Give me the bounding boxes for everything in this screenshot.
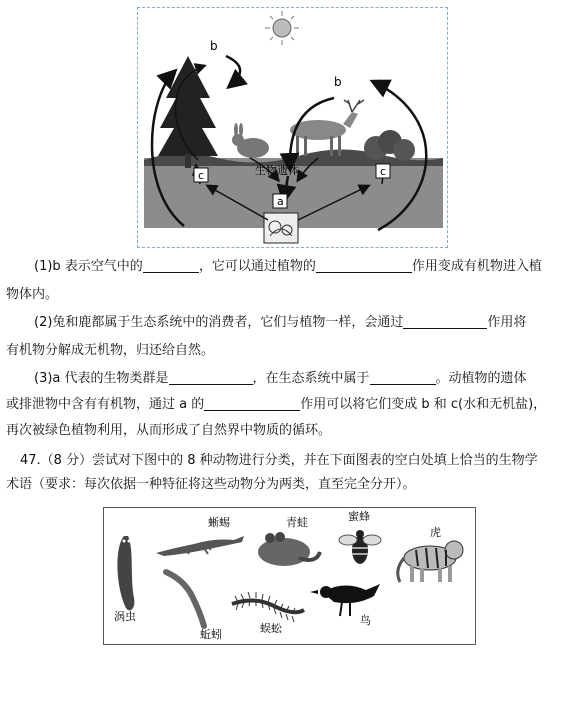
label-b-right: b xyxy=(334,75,342,89)
animals-figure xyxy=(103,507,476,645)
sun-icon xyxy=(265,11,299,45)
question-47-line-1: 47.（8 分）尝试对下图中的 8 种动物进行分类，并在下面图表的空白处填上恰当的生物学 xyxy=(20,453,538,468)
label-centipede: 蜈蚣 xyxy=(260,622,282,635)
bush-icon xyxy=(364,130,415,161)
question-47-line-2: 术语（要求：每次依据一种特征将这些动物分为两类，直至完全分开）。 xyxy=(6,477,416,492)
ecosystem-cycle-figure xyxy=(137,7,448,248)
label-c-left: c xyxy=(198,169,205,182)
question-3-line-1: (3)a 代表的生物类群是 ，在生态系统中属于 。动植物的遗体 xyxy=(34,371,527,386)
label-bird: 鸟 xyxy=(360,614,371,627)
blank-a-action[interactable] xyxy=(204,396,300,411)
label-a: a xyxy=(277,195,284,208)
label-frog: 青蛙 xyxy=(286,516,308,529)
blank-b[interactable] xyxy=(143,258,199,273)
bird-icon xyxy=(310,584,380,616)
label-c-right: c xyxy=(380,165,387,178)
tree-icon xyxy=(158,56,218,168)
question-1-line-2: 物体内。 xyxy=(6,287,59,302)
blank-plant-action[interactable] xyxy=(316,258,412,273)
label-bee: 蜜蜂 xyxy=(348,510,370,523)
decomposer-icon xyxy=(264,213,298,243)
label-b-left: b xyxy=(210,39,218,53)
label-earthworm: 蚯蚓 xyxy=(200,628,222,641)
blank-consumer-action[interactable] xyxy=(403,314,487,329)
frog-icon xyxy=(258,532,320,566)
question-3-line-2: 或排泄物中含有有机物，通过 a 的 作用可以将它们变成 b 和 c(水和无机盐)， xyxy=(6,397,547,412)
label-flatworm: 涡虫 xyxy=(114,610,136,623)
ecosystem-cycle-drawing xyxy=(138,8,448,248)
animals-drawing xyxy=(104,508,476,645)
blank-a-role[interactable] xyxy=(370,370,436,385)
lizard-icon xyxy=(156,536,244,556)
flatworm-icon xyxy=(117,536,134,610)
question-2-line-1: (2)兔和鹿都属于生态系统中的消费者，它们与植物一样，会通过 作用将 xyxy=(34,315,527,330)
label-tiger: 虎 xyxy=(430,526,441,539)
question-3-line-3: 再次被绿色植物利用，从而形成了自然界中物质的循环。 xyxy=(6,423,332,438)
rabbit-icon xyxy=(232,123,269,158)
label-lizard: 蜥蜴 xyxy=(208,516,230,529)
tiger-icon xyxy=(398,541,463,582)
earthworm-icon xyxy=(166,572,204,626)
question-1-line-1: (1)b 表示空气中的 ，它可以通过植物的 作用变成有机物进入植 xyxy=(34,259,542,274)
deer-icon xyxy=(290,100,364,156)
centipede-icon xyxy=(232,592,304,622)
arrow-b-to-tree xyxy=(226,56,240,86)
blank-a-group[interactable] xyxy=(169,370,253,385)
bee-icon xyxy=(339,530,381,564)
label-remains: 生物遗体 xyxy=(255,164,299,177)
question-2-line-2: 有机物分解成无机物，归还给自然。 xyxy=(6,343,215,358)
